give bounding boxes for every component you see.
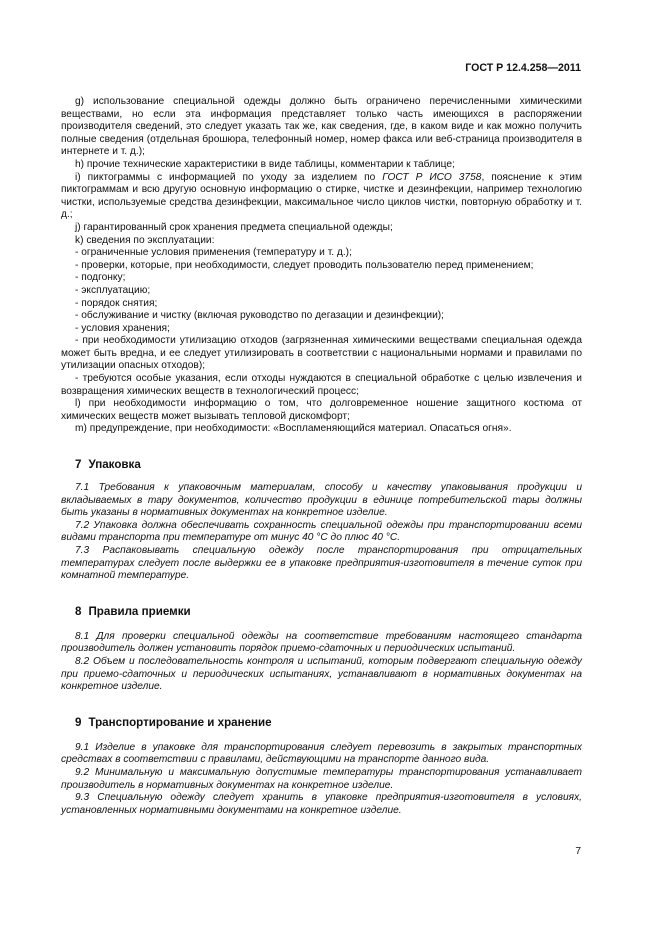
list-item: - условия хранения; (75, 322, 170, 334)
section-heading-9: 9 Транспортирование и хранение (75, 715, 272, 729)
item-h: h) прочие технические характеристики в виде таблицы, комментарии к таблице; (75, 158, 455, 170)
section-paragraph: 8.2 Объем и последовательность контроля и испытаний, которым подвергают специальную одежду при приемо-сдаточных и периодических испытаниях, устанавливают в нормативных документах на конкретное изделие. (61, 655, 582, 693)
section-paragraph: 8.1 Для проверки специальной одежды на соответствие требованиям настоящего стандарта производитель должен установить порядок приемо-сдаточных и периодических испытаний. (61, 630, 582, 655)
item-k: k) сведения по эксплуатации: (75, 234, 215, 246)
standard-reference: ГОСТ Р ИСО 3758 (382, 171, 482, 183)
document-header: ГОСТ Р 12.4.258—2011 (465, 62, 581, 74)
item-l: l) при необходимости информацию о том, что долговременное ношение защитного костюма от химических веществ может вызывать тепловой дискомфорт; (61, 398, 582, 422)
list-item: - эксплуатацию; (75, 284, 151, 296)
item-i-text-2: , пояснение к этим пиктограммам и всю другую основную информацию о стирке, чистке и дезинфекции, например технологию чистки, используемые средства дезинфекции, максимальное число циклов чистки, повторную обработку и т. д.; (61, 171, 582, 221)
item-m: m) предупреждение, при необходимости: «Воспламеняющийся материал. Опасаться огня». (75, 423, 512, 435)
section-paragraph: 9.2 Минимальную и максимальную допустимые температуры транспортирования устанавливает производитель в нормативных документах на конкретное изделие. (61, 766, 582, 791)
list-item: - обслуживание и чистку (включая руководство по дегазации и дезинфекции); (75, 310, 444, 322)
list-item: - порядок снятия; (75, 297, 158, 309)
section-paragraph: 7.2 Упаковка должна обеспечивать сохранность специальной одежды при транспортировании всеми видами транспорта при температуре от минус 40 °С до плюс 40 °С. (61, 519, 582, 544)
list-item: - подгонку; (75, 272, 126, 284)
item-j: j) гарантированный срок хранения предмета специальной одежды; (75, 221, 393, 233)
section-paragraph: 9.3 Специальную одежду следует хранить в упаковке предприятия-изготовителя в условиях, установленных нормативными документами на конкретное изделие. (61, 792, 582, 816)
list-item: - при необходимости утилизацию отходов (загрязненная химическими веществами специальная одежда может быть вредна, и ее следует утилизировать в соответствии с национальными нормами и правилами по утилизации опасных отходов); (61, 335, 582, 372)
list-item: - требуются особые указания, если отходы нуждаются в специальной обработке с целью извлечения и возвращения химических веществ в технологический процесс; (61, 373, 582, 397)
item-g: g) использование специальной одежды должно быть ограничено перечисленными химическими веществами, но если эта информация представляет только часть имеющихся в распоряжении производителя сведений, это следует указать так же, как сведения, где, в каком виде и как можно получить полные сведения (отдельная брошюра, телефонный номер, номер факса или веб-страница производителя в интернете и т. д.); (61, 96, 582, 158)
section-paragraph: 7.3 Распаковывать специальную одежду после транспортирования при отрицательных температурах следует после выдержки ее в упаковке предприятия-изготовителя в течение суток при комнатной температуре. (61, 545, 582, 582)
section-paragraph: 7.1 Требования к упаковочным материалам, способу и качеству упаковывания продукции и вкладываемых в тару документов, количество продукции в единице потребительской тары должны быть указаны в нормативных документах на конкретное изделие. (61, 482, 582, 519)
list-item: - ограниченные условия применения (температуру и т. д.); (75, 247, 352, 259)
item-i (61, 172, 582, 222)
section-heading-7: 7 Упаковка (75, 458, 141, 472)
item-i-text-1: i) пиктограммы с информацией по уходу за изделием по (75, 171, 383, 183)
section-heading-8: 8 Правила приемки (75, 604, 191, 618)
page-number: 7 (575, 846, 581, 857)
page-content (61, 96, 582, 817)
section-paragraph: 9.1 Изделие в упаковке для транспортирования следует перевозить в закрытых транспортных средствах в соответствии с правилами, действующими на транспорте данного вида. (61, 741, 582, 766)
list-item: - проверки, которые, при необходимости, следует проводить пользователю перед применением; (75, 259, 534, 271)
